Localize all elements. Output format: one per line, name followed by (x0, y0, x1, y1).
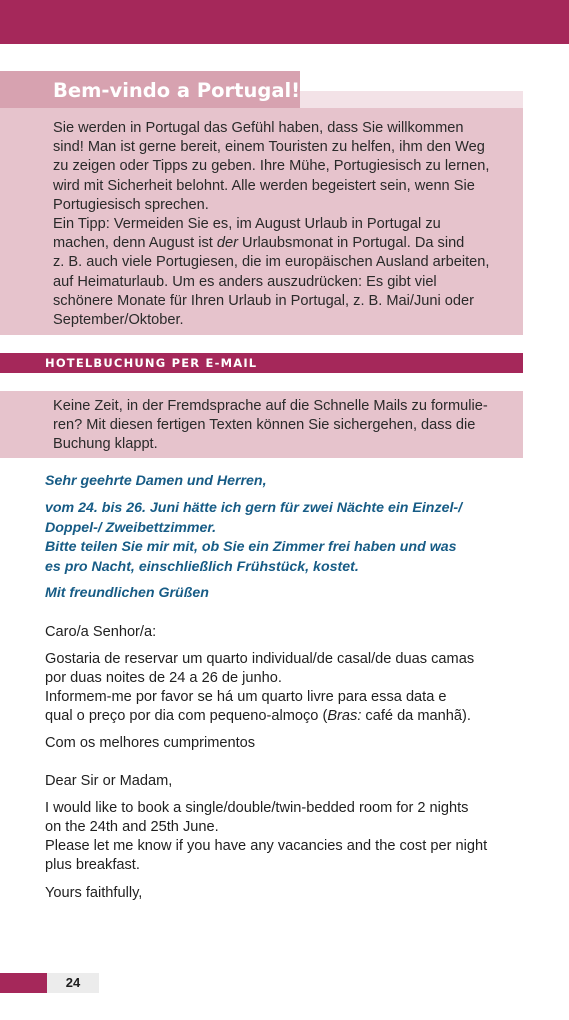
german-closing: Mit freundlichen Grüßen (45, 585, 209, 601)
english-request: I would like to book a single/double/twin-bedded room for 2 nights on the 24th and 25th June. Please let me know if you have any vacancies and the cost per night plus breakfast. (45, 800, 488, 873)
intro-box (0, 108, 523, 335)
intro-tip-end: Urlaubsmonat in Portugal. Da sind z. B. auch viele Portugiesen, die im europäischen Ausland arbeiten, auf Heimaturlaub. Um es anders auszudrücken: Es gibt viel schönere Monate für Ihren Urlaub in Portugal, z. B. Mai/Juni oder September/Oktober. (53, 235, 490, 329)
english-closing-block (45, 884, 525, 903)
portuguese-request-start: Gostaria de reservar um quarto individual/de casal/de duas camas por duas noites de 24 a 26 de junho. Informem-me por favor se há um quarto livre para essa data e qual o preço por dia com pequeno-almoço ( (45, 651, 475, 724)
portuguese-closing: Com os melhores cumprimentos (45, 735, 256, 751)
portuguese-salutation: Caro/a Senhor/a: (45, 624, 157, 640)
intro-title: Bem-vindo a Portugal! (53, 79, 301, 102)
portuguese-request-note: Bras: (327, 708, 362, 724)
portuguese-request-end: café da manhã). (361, 708, 471, 724)
intro-tip-start: Ein Tipp: Vermeiden Sie es, im August Urlaub in Portugal zu machen, denn August ist (53, 216, 441, 252)
english-closing: Yours faithfully, (45, 885, 143, 901)
german-salutation: Sehr geehrte Damen und Herren, (45, 473, 267, 489)
german-closing-block (45, 584, 515, 604)
page-number-bar (0, 973, 47, 993)
portuguese-salutation-block (45, 623, 525, 642)
top-color-bar (0, 0, 569, 44)
portuguese-closing-block (45, 734, 525, 753)
german-request: vom 24. bis 26. Juni hätte ich gern für zwei Nächte ein Einzel-/ Doppel-/ Zweibettzimmer. Bitte teilen Sie mir mit, ob Sie ein Zimmer frei haben und was es pro Nacht, einschließlich Frühstück, kostet. (45, 500, 463, 575)
hint-text: Keine Zeit, in der Fremdsprache auf die Schnelle Mails zu formulie- ren? Mit diesen fertigen Texten können Sie sichergehen, dass die Buchung klappt. (53, 398, 488, 453)
hint-box (0, 391, 523, 458)
english-request-block (45, 799, 525, 875)
portuguese-request (45, 650, 525, 726)
page-number: 24 (47, 973, 99, 993)
english-salutation-block (45, 772, 525, 791)
intro-tip (53, 215, 495, 330)
german-request-block (45, 499, 515, 577)
intro-title-tab (0, 71, 300, 111)
section-header-bar (0, 353, 523, 373)
section-title: HOTELBUCHUNG PER E-MAIL (45, 356, 258, 370)
english-salutation: Dear Sir or Madam, (45, 773, 173, 789)
german-salutation-block (45, 472, 515, 492)
intro-tip-emphasis: der (216, 235, 238, 252)
intro-body: Sie werden in Portugal das Gefühl haben, dass Sie willkommen sind! Man ist gerne bereit, einem Touristen zu helfen, ihm den Weg zu zeigen oder Tipps zu geben. Ihre Mühe, Portugiesisch zu lernen, wird mit Sicherheit belohnt. Alle werden begeistert sein, wenn Sie Portugiesisch sprechen. (53, 120, 490, 213)
portuguese-request-block (45, 650, 525, 726)
